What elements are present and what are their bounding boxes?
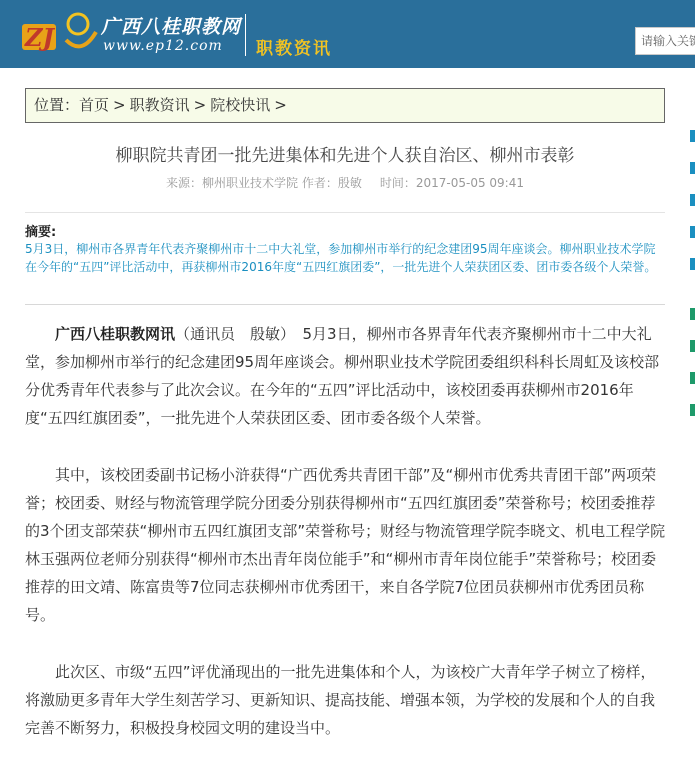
site-name: 广西八桂职教网 <box>101 16 242 38</box>
article-lead: 广西八桂职教网讯 <box>55 325 176 343</box>
side-marker[interactable] <box>690 162 695 174</box>
breadcrumb-news-link[interactable]: 职教资讯 <box>129 96 190 114</box>
breadcrumb-campus-news-link[interactable]: 院校快讯 <box>210 96 271 114</box>
article-meta <box>25 174 665 191</box>
divider <box>25 212 665 213</box>
side-marker[interactable] <box>690 404 695 416</box>
article-paragraph <box>25 658 666 742</box>
sidebar-edge-markers <box>690 130 695 430</box>
divider <box>25 304 665 305</box>
side-marker[interactable] <box>690 226 695 238</box>
side-marker[interactable] <box>690 372 695 384</box>
site-header <box>0 0 695 68</box>
article-title: 柳职院共青团一批先进集体和先进个人获自治区、柳州市表彰 <box>115 146 575 166</box>
breadcrumb-separator: > <box>113 96 126 114</box>
paragraph-text: （通讯员 殷敏） 5月3日，柳州市各界青年代表齐聚柳州市十二中大礼堂，参加柳州市举行的纪念建团95周年座谈会。柳州职业技术学院团委组织科科长周虹及该校部分优秀青年代表参与了此次会议。在今年的“五四”评比活动中，该校团委再获柳州市2016年度“五四红旗团委”，一批先进个人荣获团区委、团市委各级个人荣誉。 <box>25 325 660 427</box>
article-paragraph <box>25 320 666 432</box>
summary-text: 5月3日，柳州市各界青年代表齐聚柳州市十二中大礼堂，参加柳州市举行的纪念建团95周年座谈会。柳州职业技术学院在今年的“五四”评比活动中，再获柳州市2016年度“五四红旗团委”，一批先进个人荣获团区委、团市委各级个人荣誉。 <box>25 242 657 274</box>
summary-label: 摘要: <box>25 225 57 240</box>
side-marker[interactable] <box>690 258 695 270</box>
section-title[interactable]: 职教资讯 <box>256 39 332 59</box>
article-paragraph <box>25 461 666 629</box>
side-marker[interactable] <box>690 340 695 352</box>
breadcrumb <box>25 88 665 123</box>
search-input[interactable] <box>635 27 695 55</box>
site-url: www.ep12.com <box>103 38 223 54</box>
site-logo[interactable] <box>22 10 98 58</box>
paragraph-text: 此次区、市级“五四”评优涌现出的一批先进集体和个人，为该校广大青年学子树立了榜样，将激励更多青年大学生刻苦学习、更新知识、提高技能、增强本领，为学校的发展和个人的自我完善不断努力，积极投身校园文明的建设当中。 <box>25 663 656 737</box>
breadcrumb-separator: > <box>274 96 287 114</box>
side-marker[interactable] <box>690 194 695 206</box>
article-source: 来源：柳州职业技术学院 作者：殷敏 <box>166 176 362 190</box>
article-time: 时间：2017-05-05 09:41 <box>379 176 524 190</box>
side-marker[interactable] <box>690 130 695 142</box>
logo-text: ZJ <box>25 23 54 52</box>
paragraph-text: 其中，该校团委副书记杨小浒获得“广西优秀共青团干部”及“柳州市优秀共青团干部”两项荣誉；校团委、财经与物流管理学院分团委分别获得柳州市“五四红旗团委”荣誉称号；校团委推荐的3个团支部荣获“柳州市五四红旗团支部”荣誉称号；财经与物流管理学院李晓文、机电工程学院林玉强两位老师分别获得“柳州市杰出青年岗位能手”和“柳州市青年岗位能手”荣誉称号；校团委推荐的田文靖、陈富贵等7位同志获柳州市优秀团干，来自各学院7位团员获柳州市优秀团员称号。 <box>25 466 666 624</box>
breadcrumb-separator: > <box>193 96 207 114</box>
side-marker[interactable] <box>690 308 695 320</box>
breadcrumb-home-link[interactable]: 首页 <box>79 96 110 114</box>
header-divider <box>245 14 246 56</box>
breadcrumb-label: 位置： <box>34 96 80 114</box>
article-body <box>25 320 666 771</box>
